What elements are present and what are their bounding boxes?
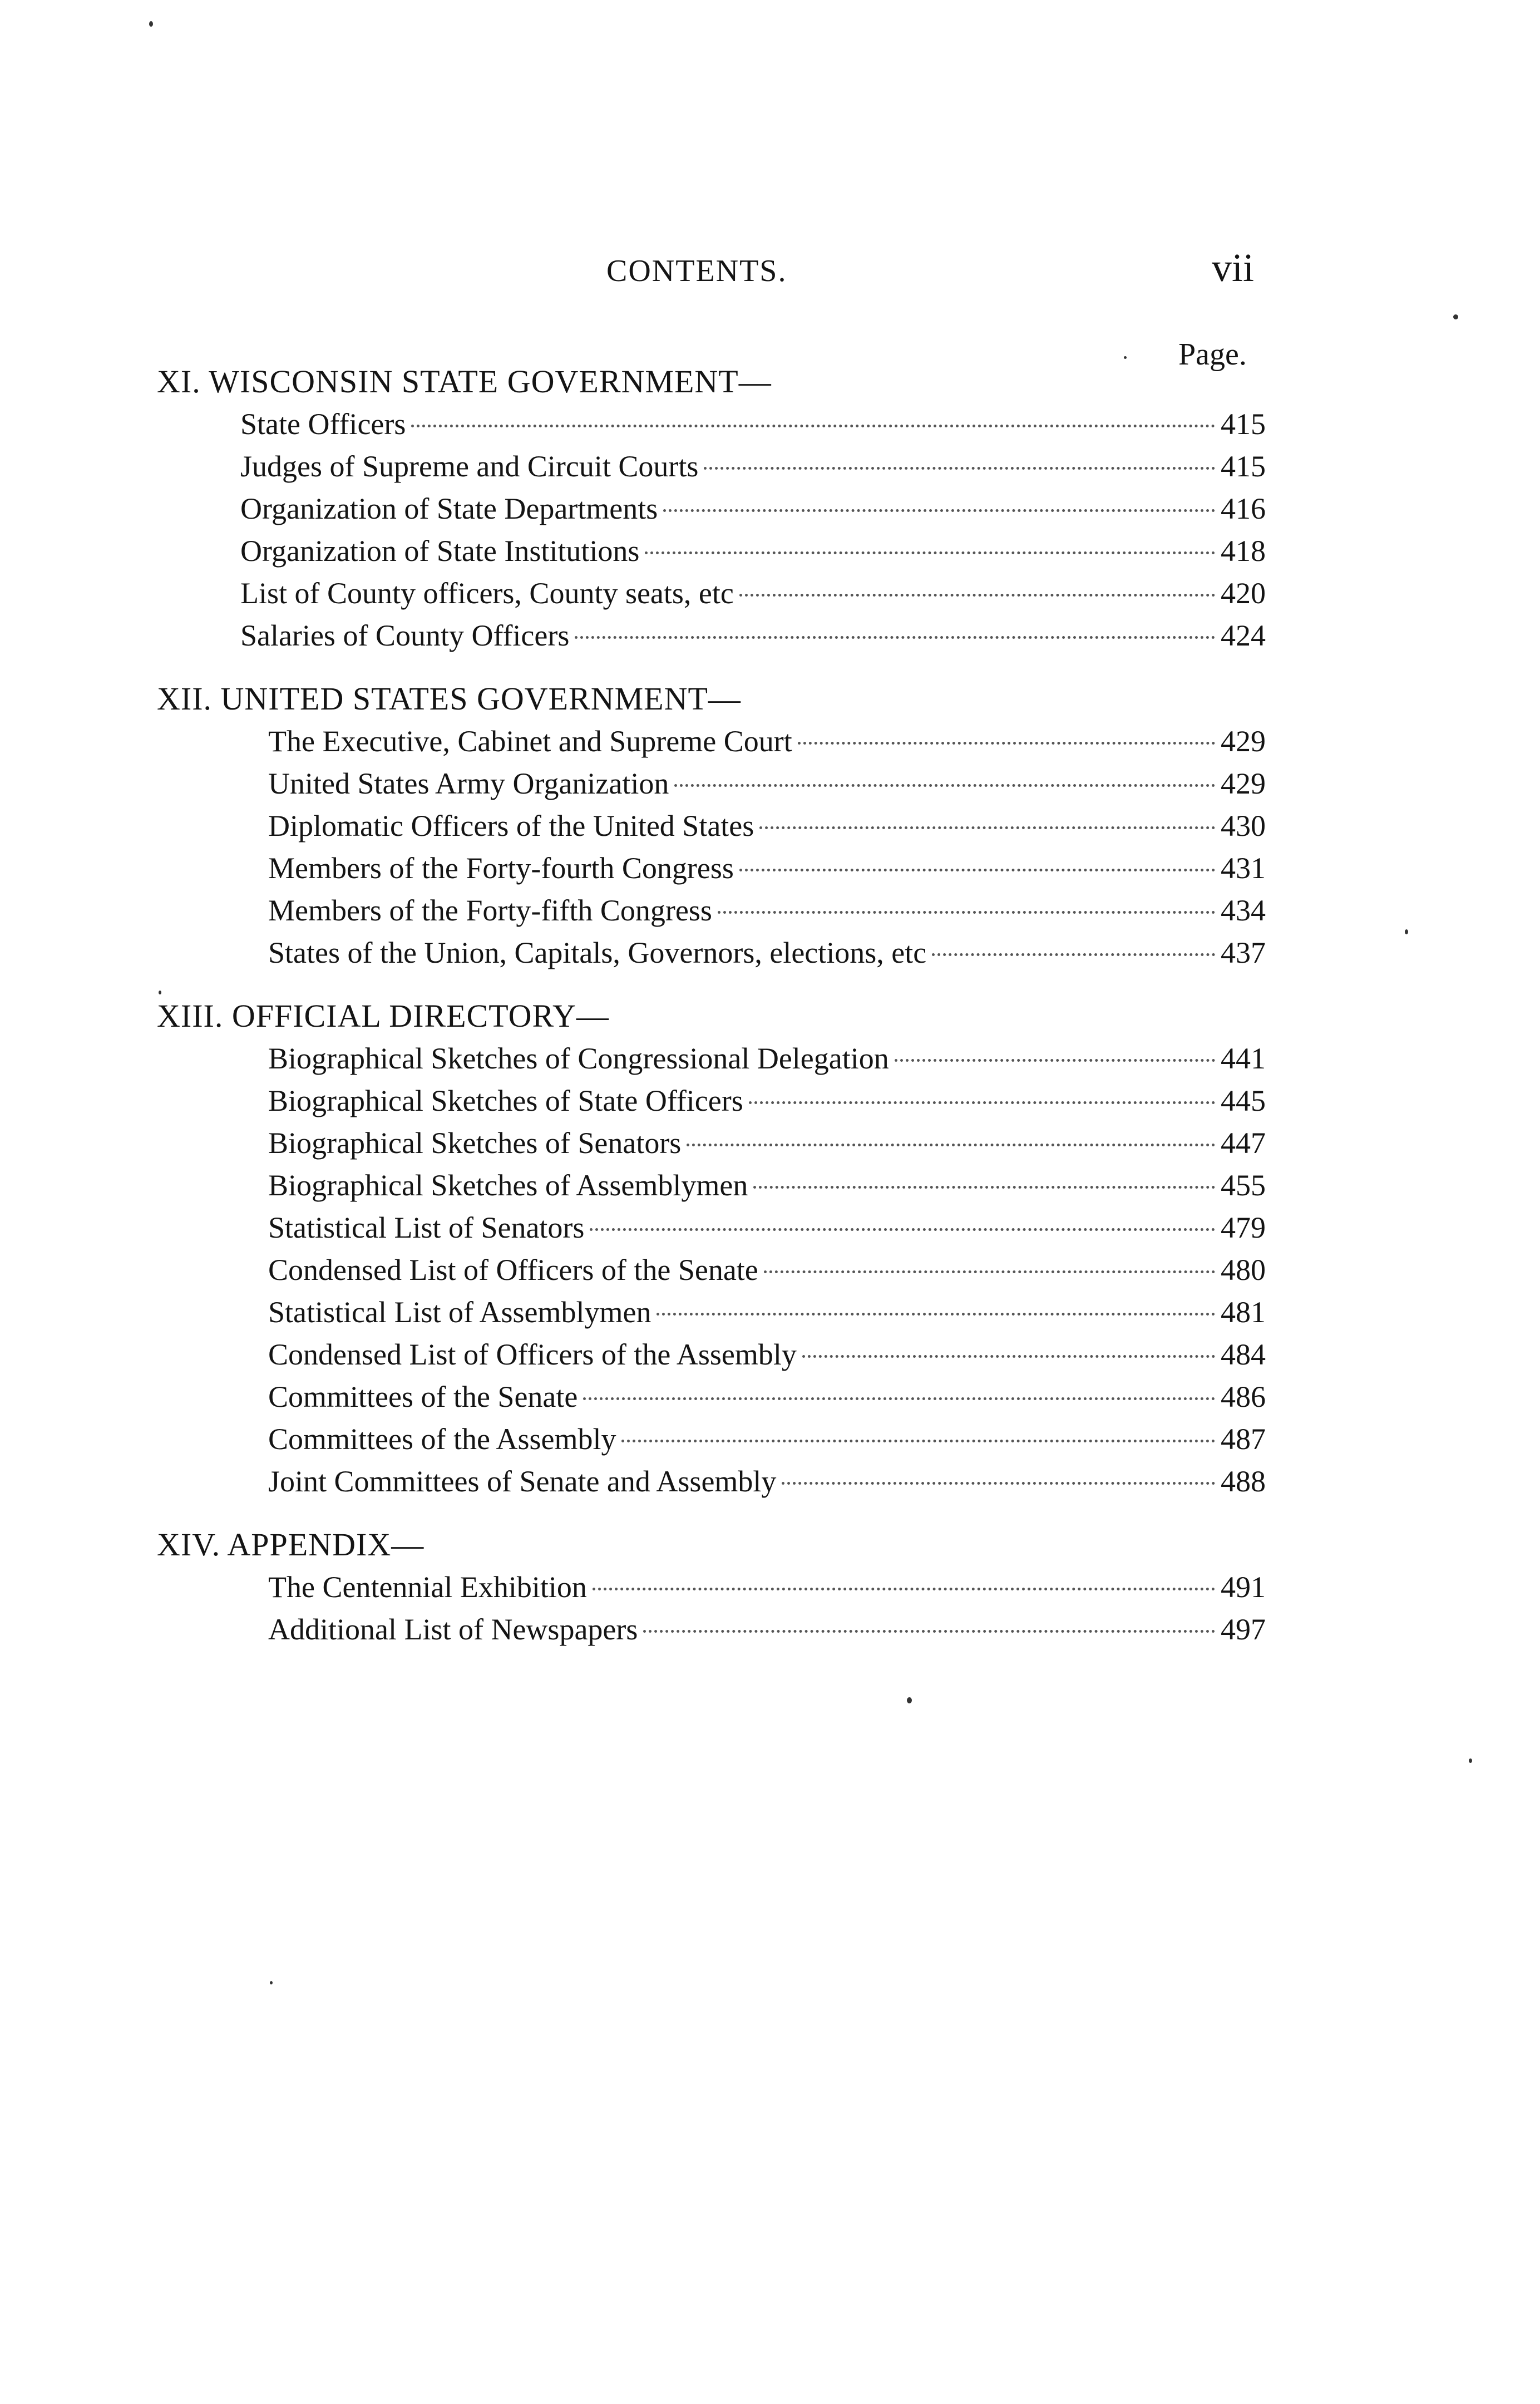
entry-page-number: 430 <box>1221 809 1266 843</box>
running-head: CONTENTS. <box>606 254 787 288</box>
toc-entry <box>157 932 1265 974</box>
toc-entry <box>157 1418 1265 1460</box>
entry-label: List of County officers, County seats, etc <box>240 577 734 610</box>
entry-label: Biographical Sketches of State Officers <box>268 1084 743 1117</box>
toc-entry <box>157 1566 1265 1608</box>
toc-entry <box>157 889 1265 932</box>
toc-entry <box>157 1037 1265 1080</box>
entry-page-number: 420 <box>1221 577 1266 610</box>
page-number: vii <box>1212 245 1255 290</box>
toc-entry <box>157 1291 1265 1333</box>
dot-leader <box>645 551 1215 554</box>
entry-page-number: 437 <box>1221 936 1266 969</box>
paper-speck <box>149 21 153 27</box>
entry-page-number: 445 <box>1221 1084 1266 1117</box>
toc-entry <box>157 1080 1265 1122</box>
toc-entry <box>157 1376 1265 1418</box>
toc-entry <box>157 572 1265 614</box>
dot-leader <box>932 953 1215 956</box>
toc-entry <box>157 1608 1265 1651</box>
entry-label: States of the Union, Capitals, Governors, elections, etc <box>268 936 927 969</box>
toc-entry <box>157 1249 1265 1291</box>
paper-speck <box>1453 314 1458 319</box>
entry-label: Organization of State Institutions <box>240 534 640 568</box>
section-title: XIV. APPENDIX— <box>157 1526 425 1563</box>
entry-page-number: 455 <box>1221 1169 1266 1202</box>
entry-label: Salaries of County Officers <box>240 619 570 652</box>
dot-leader <box>663 509 1215 512</box>
entry-label: Statistical List of Assemblymen <box>268 1295 651 1329</box>
dot-leader <box>687 1144 1215 1146</box>
entry-label: Diplomatic Officers of the United States <box>268 809 754 843</box>
entry-label: Organization of State Departments <box>240 492 658 525</box>
dot-leader <box>674 784 1215 787</box>
entry-label: The Executive, Cabinet and Supreme Court <box>268 725 792 758</box>
entry-label: The Centennial Exhibition <box>268 1570 587 1604</box>
dot-leader <box>798 742 1215 745</box>
dot-leader <box>782 1482 1215 1485</box>
entry-label: Additional List of Newspapers <box>268 1613 638 1646</box>
dot-leader <box>643 1630 1215 1633</box>
entry-label: Members of the Forty-fifth Congress <box>268 894 712 927</box>
toc-section <box>157 1524 1270 1651</box>
dot-leader <box>802 1355 1215 1358</box>
entry-label: Biographical Sketches of Assemblymen <box>268 1169 748 1202</box>
dot-leader <box>657 1313 1215 1316</box>
toc-entry <box>157 614 1265 657</box>
toc-entry <box>157 1164 1265 1206</box>
entry-page-number: 481 <box>1221 1295 1266 1329</box>
paper-speck <box>270 1981 273 1984</box>
toc-entry <box>157 805 1265 847</box>
dot-leader <box>621 1440 1215 1442</box>
entry-page-number: 447 <box>1221 1126 1266 1160</box>
entry-label: Biographical Sketches of Senators <box>268 1126 682 1160</box>
dot-leader <box>411 425 1215 427</box>
entry-page-number: 488 <box>1221 1465 1266 1498</box>
toc-entry <box>157 762 1265 805</box>
entry-page-number: 431 <box>1221 851 1266 885</box>
entry-label: Judges of Supreme and Circuit Courts <box>240 450 699 483</box>
entry-page-number: 415 <box>1221 450 1266 483</box>
entry-label: Condensed List of Officers of the Assembly <box>268 1338 797 1371</box>
toc-entry <box>157 1122 1265 1164</box>
entry-label: Members of the Forty-fourth Congress <box>268 851 734 885</box>
dot-leader <box>583 1397 1215 1400</box>
toc-section <box>157 678 1270 974</box>
entry-page-number: 418 <box>1221 534 1266 568</box>
toc-entry <box>157 720 1265 762</box>
entry-page-number: 429 <box>1221 767 1266 800</box>
dot-leader <box>749 1101 1215 1104</box>
entry-page-number: 415 <box>1221 407 1266 441</box>
entry-label: Biographical Sketches of Congressional Delegation <box>268 1042 889 1075</box>
toc-entry <box>157 403 1265 445</box>
entry-label: Committees of the Assembly <box>268 1422 616 1456</box>
entry-label: United States Army Organization <box>268 767 669 800</box>
dot-leader <box>590 1228 1215 1231</box>
toc-entry <box>157 530 1265 572</box>
entry-page-number: 497 <box>1221 1613 1266 1646</box>
dot-leader <box>739 594 1215 597</box>
entry-page-number: 487 <box>1221 1422 1266 1456</box>
section-title: XI. WISCONSIN STATE GOVERNMENT— <box>157 363 772 400</box>
dot-leader <box>739 869 1215 871</box>
paper-speck <box>1124 356 1127 359</box>
entry-page-number: 486 <box>1221 1380 1266 1413</box>
toc-entry <box>157 1333 1265 1376</box>
toc-section <box>157 361 1270 657</box>
entry-page-number: 424 <box>1221 619 1266 652</box>
section-title: XIII. OFFICIAL DIRECTORY— <box>157 998 609 1034</box>
dot-leader <box>759 826 1215 829</box>
paper-speck <box>907 1697 912 1703</box>
dot-leader <box>593 1588 1215 1590</box>
entry-label: Committees of the Senate <box>268 1380 578 1413</box>
toc-entry <box>157 445 1265 487</box>
entry-page-number: 480 <box>1221 1253 1266 1287</box>
dot-leader <box>764 1270 1215 1273</box>
entry-page-number: 416 <box>1221 492 1266 525</box>
toc-entry <box>157 1206 1265 1249</box>
dot-leader <box>895 1059 1215 1062</box>
dot-leader <box>753 1186 1215 1189</box>
entry-page-number: 491 <box>1221 1570 1266 1604</box>
dot-leader <box>704 467 1215 470</box>
entry-label: Joint Committees of Senate and Assembly <box>268 1465 777 1498</box>
toc-entry <box>157 847 1265 889</box>
toc-entry <box>157 487 1265 530</box>
entry-label: Condensed List of Officers of the Senate <box>268 1253 758 1287</box>
entry-page-number: 434 <box>1221 894 1266 927</box>
dot-leader <box>575 636 1215 639</box>
paper-speck <box>159 991 161 994</box>
section-title: XII. UNITED STATES GOVERNMENT— <box>157 681 741 717</box>
entry-label: State Officers <box>240 407 406 441</box>
toc-section <box>157 995 1270 1502</box>
entry-label: Statistical List of Senators <box>268 1211 585 1244</box>
paper-speck <box>1469 1758 1472 1763</box>
entry-page-number: 479 <box>1221 1211 1266 1244</box>
entry-page-number: 429 <box>1221 725 1266 758</box>
page-column-label: Page. <box>1178 337 1247 372</box>
entry-page-number: 441 <box>1221 1042 1266 1075</box>
toc-entry <box>157 1460 1265 1502</box>
table-of-contents <box>157 361 1270 1672</box>
paper-speck <box>1405 929 1408 934</box>
entry-page-number: 484 <box>1221 1338 1266 1371</box>
dot-leader <box>718 911 1215 914</box>
